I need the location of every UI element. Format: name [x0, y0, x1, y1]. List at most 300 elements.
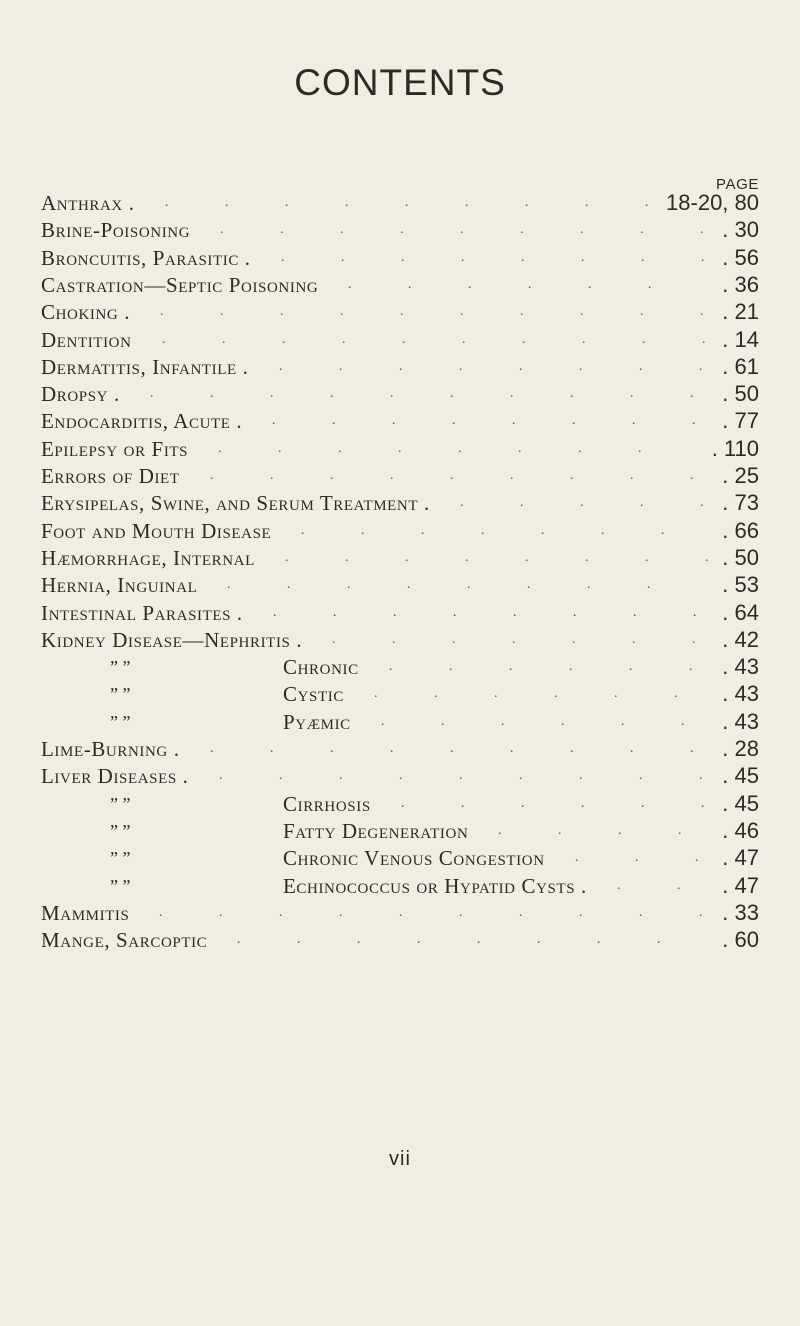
ditto-marks: ” ” [110, 684, 131, 705]
toc-entry-page: . 61 [722, 353, 759, 379]
leader-dot: . [467, 577, 471, 593]
leader-dot: . [421, 522, 425, 538]
leader-dot: . [332, 413, 336, 429]
toc-entry-title: Lime-Burning . [41, 737, 180, 761]
leader-dot: . [521, 249, 525, 265]
toc-entry-title: Castration—Septic Poisoning [41, 272, 319, 297]
toc-entry-title: Anthrax . [41, 191, 135, 215]
toc-entry-page: . 56 [722, 244, 759, 270]
leader-dot: . [399, 768, 403, 784]
leader-dot: . [528, 276, 532, 292]
leader-dot: . [285, 195, 289, 210]
toc-entry-title: Choking . [41, 300, 131, 325]
leader-dot: . [701, 249, 705, 265]
leader-dot: . [570, 386, 574, 402]
leader-dot: . [581, 795, 585, 811]
leader-dot: . [700, 495, 704, 511]
leader-dot: . [579, 768, 583, 784]
toc-row [0, 245, 800, 271]
leader-dot: . [647, 577, 651, 593]
leader-dot: . [601, 522, 605, 538]
toc-entry-title: Intestinal Parasites . [41, 600, 243, 625]
page-column-label: PAGE [716, 176, 759, 193]
toc-row [0, 436, 800, 462]
leader-dot: . [569, 659, 573, 675]
toc-row [0, 572, 800, 598]
leader-dot: . [692, 413, 696, 429]
leader-dot: . [450, 386, 454, 402]
leader-dot: . [400, 304, 404, 320]
leader-dot: . [390, 741, 394, 756]
toc-row [0, 736, 800, 762]
leader-dot: . [468, 276, 472, 292]
leader-dot: . [357, 932, 361, 948]
leader-dot: . [632, 631, 636, 647]
leader-dot: . [579, 358, 583, 374]
leader-dot: . [519, 904, 523, 920]
leader-dot: . [459, 904, 463, 920]
leader-dot: . [681, 713, 685, 729]
toc-row [0, 518, 800, 544]
leader-dot: . [218, 440, 222, 456]
leader-dot: . [570, 741, 574, 756]
leader-dot: . [272, 413, 276, 429]
toc-entry-page: . 47 [722, 845, 759, 871]
leader-dot: . [399, 358, 403, 374]
toc-entry-page: . 43 [722, 654, 759, 680]
leader-dot: . [477, 932, 481, 948]
leader-dot: . [165, 195, 169, 210]
leader-dot: . [573, 604, 577, 620]
leader-dot: . [270, 468, 274, 483]
leader-dot: . [270, 386, 274, 402]
leader-dot: . [461, 249, 465, 265]
leader-dot: . [641, 249, 645, 265]
leader-dot: . [572, 413, 576, 429]
leader-dot: . [287, 577, 291, 593]
toc-entry-page: . 64 [722, 599, 759, 625]
leader-dot: . [270, 741, 274, 756]
leader-dot: . [460, 304, 464, 320]
leader-dot: . [581, 249, 585, 265]
leader-dot: . [407, 577, 411, 593]
toc-entry-title: Cirrhosis [283, 791, 371, 816]
leader-dot: . [587, 577, 591, 593]
toc-entry-title: Echinococcus or Hypatid Cysts . [283, 873, 587, 898]
leader-dot: . [621, 713, 625, 729]
leader-dot: . [345, 195, 349, 210]
leader-dot: . [458, 440, 462, 456]
toc-row [0, 845, 800, 871]
leader-dot: . [459, 358, 463, 374]
leader-dot: . [210, 741, 214, 756]
leader-dot: . [348, 276, 352, 292]
leader-dot: . [392, 631, 396, 647]
leader-dot: . [462, 331, 466, 347]
leader-dot: . [693, 604, 697, 620]
leader-dot: . [465, 195, 469, 210]
leader-dot: . [501, 713, 505, 729]
toc-entry-title: Broncuitis, Parasitic . [41, 245, 251, 270]
leader-dot: . [699, 768, 703, 784]
leader-dot: . [282, 331, 286, 347]
leader-dot: . [699, 358, 703, 374]
leader-dot: . [481, 522, 485, 538]
toc-entry-page: . 50 [722, 381, 759, 407]
leader-dot: . [332, 631, 336, 647]
leader-dot: . [408, 276, 412, 292]
toc-row [0, 627, 800, 653]
toc-row [0, 600, 800, 626]
toc-entry-title: Pyæmic [283, 709, 351, 734]
leader-dot: . [159, 904, 163, 920]
leader-dot: . [690, 741, 694, 756]
leader-dot: . [510, 741, 514, 756]
leader-dot: . [701, 795, 705, 811]
leader-dot: . [498, 822, 502, 838]
leader-dot: . [580, 495, 584, 511]
leader-dot: . [279, 358, 283, 374]
leader-dot: . [525, 549, 529, 565]
leader-dot: . [219, 904, 223, 920]
leader-dot: . [405, 549, 409, 565]
leader-dot: . [630, 468, 634, 483]
leader-dot: . [537, 932, 541, 948]
leader-dot: . [630, 741, 634, 756]
leader-dot: . [690, 386, 694, 402]
leader-dot: . [588, 276, 592, 292]
leader-dot: . [692, 631, 696, 647]
toc-row [0, 354, 800, 380]
leader-dot: . [700, 304, 704, 320]
leader-dot: . [510, 468, 514, 483]
toc-entry-page: . 77 [722, 408, 759, 434]
leader-dot: . [585, 195, 589, 210]
leader-dot: . [585, 549, 589, 565]
toc-row [0, 763, 800, 789]
toc-row [0, 299, 800, 325]
toc-entry-page: . 21 [722, 299, 759, 325]
toc-row [0, 791, 800, 817]
page-folio: vii [389, 1148, 411, 1170]
leader-dot: . [453, 604, 457, 620]
leader-dot: . [678, 822, 682, 838]
toc-entry-page: . 50 [722, 544, 759, 570]
leader-dot: . [579, 904, 583, 920]
toc-entry-page: . 73 [722, 490, 759, 516]
leader-dot: . [297, 932, 301, 948]
leader-dot: . [695, 850, 699, 866]
leader-dot: . [465, 549, 469, 565]
leader-dot: . [390, 386, 394, 402]
leader-dot: . [525, 195, 529, 210]
leader-dot: . [452, 631, 456, 647]
leader-dot: . [520, 495, 524, 511]
leader-dot: . [374, 686, 378, 702]
toc-entry-title: Fatty Degeneration [283, 818, 469, 843]
toc-row [0, 327, 800, 353]
leader-dot: . [210, 386, 214, 402]
leader-dot: . [460, 222, 464, 238]
leader-dot: . [527, 577, 531, 593]
leader-dot: . [512, 631, 516, 647]
leader-dot: . [520, 222, 524, 238]
leader-dot: . [640, 222, 644, 238]
leader-dot: . [381, 713, 385, 729]
leader-dot: . [558, 822, 562, 838]
leader-dot: . [578, 440, 582, 456]
toc-entry-page: . 30 [722, 217, 759, 243]
leader-dot: . [521, 795, 525, 811]
leader-dot: . [227, 577, 231, 593]
leader-dot: . [452, 413, 456, 429]
leader-dot: . [339, 904, 343, 920]
toc-row [0, 900, 800, 926]
leader-dot: . [390, 468, 394, 483]
leader-dot: . [640, 304, 644, 320]
leader-dot: . [281, 249, 285, 265]
leader-dot: . [641, 795, 645, 811]
toc-entry-title: Cystic [283, 682, 344, 707]
leader-dot: . [347, 577, 351, 593]
leader-dot: . [541, 522, 545, 538]
leader-dot: . [554, 686, 558, 702]
toc-entry-title: Dropsy . [41, 382, 120, 407]
leader-dot: . [700, 222, 704, 238]
leader-dot: . [301, 522, 305, 538]
toc-entry-page: . 47 [722, 872, 759, 898]
leader-dot: . [661, 522, 665, 538]
leader-dot: . [280, 304, 284, 320]
ditto-marks: ” ” [110, 657, 131, 678]
leader-dot: . [338, 440, 342, 456]
leader-dot: . [561, 713, 565, 729]
leader-dot: . [635, 850, 639, 866]
toc-entry-title: Hæmorrhage, Internal [41, 545, 255, 570]
leader-dot: . [460, 495, 464, 511]
leader-dot: . [639, 768, 643, 784]
toc-entry-title: Chronic Venous Congestion [283, 846, 545, 871]
leader-dot: . [330, 386, 334, 402]
leader-dot: . [401, 795, 405, 811]
toc-entry-title: Errors of Diet [41, 464, 180, 488]
leader-dot: . [580, 222, 584, 238]
leader-dot: . [401, 249, 405, 265]
leader-dot: . [617, 877, 621, 893]
leader-dot: . [273, 604, 277, 620]
toc-row [0, 681, 800, 707]
leader-dot: . [657, 932, 661, 948]
leader-dot: . [441, 713, 445, 729]
toc-entry-page: . 36 [722, 271, 759, 297]
toc-row [0, 873, 800, 899]
leader-dot: . [639, 904, 643, 920]
leader-dot: . [705, 549, 709, 565]
leader-dot: . [400, 222, 404, 238]
leader-dot: . [279, 768, 283, 784]
toc-entry-page: . 110 [711, 435, 759, 461]
leader-dot: . [220, 304, 224, 320]
leader-dot: . [639, 358, 643, 374]
leader-dot: . [629, 659, 633, 675]
toc-entry-page: . 53 [722, 572, 759, 598]
toc-entry-title: Liver Diseases . [41, 764, 189, 789]
ditto-marks: ” ” [110, 875, 131, 896]
leader-dot: . [580, 304, 584, 320]
leader-dot: . [398, 440, 402, 456]
leader-dot: . [434, 686, 438, 702]
leader-dot: . [597, 932, 601, 948]
leader-dot: . [402, 331, 406, 347]
page-title: CONTENTS [294, 62, 506, 103]
leader-dot: . [519, 768, 523, 784]
toc-row [0, 927, 800, 953]
toc-entry-title: Dentition [41, 327, 132, 352]
leader-dot: . [237, 932, 241, 948]
leader-dot: . [575, 850, 579, 866]
toc-entry-page: . 33 [722, 899, 759, 925]
toc-entry-page: . 28 [722, 736, 759, 761]
toc-entry-title: Epilepsy or Fits [41, 436, 189, 461]
ditto-marks: ” ” [110, 848, 131, 869]
leader-dot: . [330, 468, 334, 483]
leader-dot: . [494, 686, 498, 702]
leader-dot: . [642, 331, 646, 347]
toc-row [0, 217, 800, 243]
toc-entry-title: Endocarditis, Acute . [41, 409, 243, 434]
leader-dot: . [339, 358, 343, 374]
ditto-marks: ” ” [110, 820, 131, 841]
leader-dot: . [509, 659, 513, 675]
leader-dot: . [689, 659, 693, 675]
leader-dot: . [361, 522, 365, 538]
leader-dot: . [519, 358, 523, 374]
leader-dot: . [677, 877, 681, 893]
toc-entry-title: Kidney Disease—Nephritis . [41, 627, 303, 652]
toc-entry-title: Erysipelas, Swine, and Serum Treatment . [41, 491, 430, 516]
leader-dot: . [648, 276, 652, 292]
leader-dot: . [632, 413, 636, 429]
leader-dot: . [330, 741, 334, 756]
toc-entry-title: Dermatitis, Infantile . [41, 354, 249, 379]
leader-dot: . [618, 822, 622, 838]
toc-entry-page: 18-20, 80 [666, 190, 759, 215]
leader-dot: . [399, 904, 403, 920]
toc-row [0, 190, 800, 216]
toc-entry-page: . 43 [722, 708, 759, 734]
leader-dot: . [393, 604, 397, 620]
leader-dot: . [150, 386, 154, 402]
leader-dot: . [220, 222, 224, 238]
leader-dot: . [278, 440, 282, 456]
ditto-marks: ” ” [110, 793, 131, 814]
leader-dot: . [638, 440, 642, 456]
leader-dot: . [345, 549, 349, 565]
leader-dot: . [459, 768, 463, 784]
leader-dot: . [160, 304, 164, 320]
toc-entry-page: . 45 [722, 763, 759, 789]
leader-dot: . [520, 304, 524, 320]
leader-dot: . [512, 413, 516, 429]
leader-dot: . [518, 440, 522, 456]
toc-entry-title: Foot and Mouth Disease [41, 518, 272, 543]
leader-dot: . [162, 331, 166, 347]
leader-dot: . [461, 795, 465, 811]
leader-dot: . [449, 659, 453, 675]
toc-entry-title: Chronic [283, 655, 359, 680]
leader-dot: . [570, 468, 574, 483]
leader-dot: . [690, 468, 694, 483]
toc-row [0, 463, 800, 489]
leader-dot: . [645, 195, 649, 210]
ditto-marks: ” ” [110, 711, 131, 732]
toc-row [0, 408, 800, 434]
toc-entry-title: Mange, Sarcoptic [41, 928, 208, 953]
toc-entry-page: . 45 [722, 790, 759, 816]
leader-dot: . [392, 413, 396, 429]
leader-dot: . [645, 549, 649, 565]
toc-row [0, 818, 800, 844]
leader-dot: . [279, 904, 283, 920]
leader-dot: . [640, 495, 644, 511]
toc-entry-page: . 42 [722, 626, 759, 652]
leader-dot: . [572, 631, 576, 647]
leader-dot: . [450, 741, 454, 756]
leader-dot: . [342, 331, 346, 347]
leader-dot: . [674, 686, 678, 702]
leader-dot: . [614, 686, 618, 702]
leader-dot: . [340, 304, 344, 320]
leader-dot: . [582, 331, 586, 347]
toc-entry-page: . 46 [722, 817, 759, 843]
toc-entry-title: Mammitis [41, 900, 130, 925]
leader-dot: . [699, 904, 703, 920]
toc-entry-page: . 43 [722, 681, 759, 707]
leader-dot: . [339, 768, 343, 784]
leader-dot: . [285, 549, 289, 565]
toc-entry-page: . 60 [722, 927, 759, 953]
leader-dot: . [405, 195, 409, 210]
leader-dot: . [225, 195, 229, 210]
leader-dot: . [510, 386, 514, 402]
toc-entry-page: . 14 [722, 326, 759, 352]
toc-row [0, 709, 800, 735]
leader-dot: . [417, 932, 421, 948]
toc-entry-page: . 66 [722, 517, 759, 543]
leader-dot: . [389, 659, 393, 675]
leader-dot: . [280, 222, 284, 238]
leader-dot: . [450, 468, 454, 483]
leader-dot: . [219, 768, 223, 784]
leader-dot: . [341, 249, 345, 265]
leader-dot: . [222, 331, 226, 347]
toc-row [0, 654, 800, 680]
toc-row [0, 381, 800, 407]
toc-row [0, 545, 800, 571]
toc-entry-title: Hernia, Inguinal [41, 573, 198, 598]
leader-dot: . [633, 604, 637, 620]
leader-dot: . [702, 331, 706, 347]
toc-row [0, 272, 800, 298]
leader-dot: . [210, 468, 214, 483]
leader-dot: . [340, 222, 344, 238]
leader-dot: . [630, 386, 634, 402]
toc-entry-page: . 25 [722, 463, 759, 488]
toc-entry-title: Brine-Poisoning [41, 218, 191, 243]
toc-row [0, 490, 800, 516]
leader-dot: . [333, 604, 337, 620]
leader-dot: . [522, 331, 526, 347]
